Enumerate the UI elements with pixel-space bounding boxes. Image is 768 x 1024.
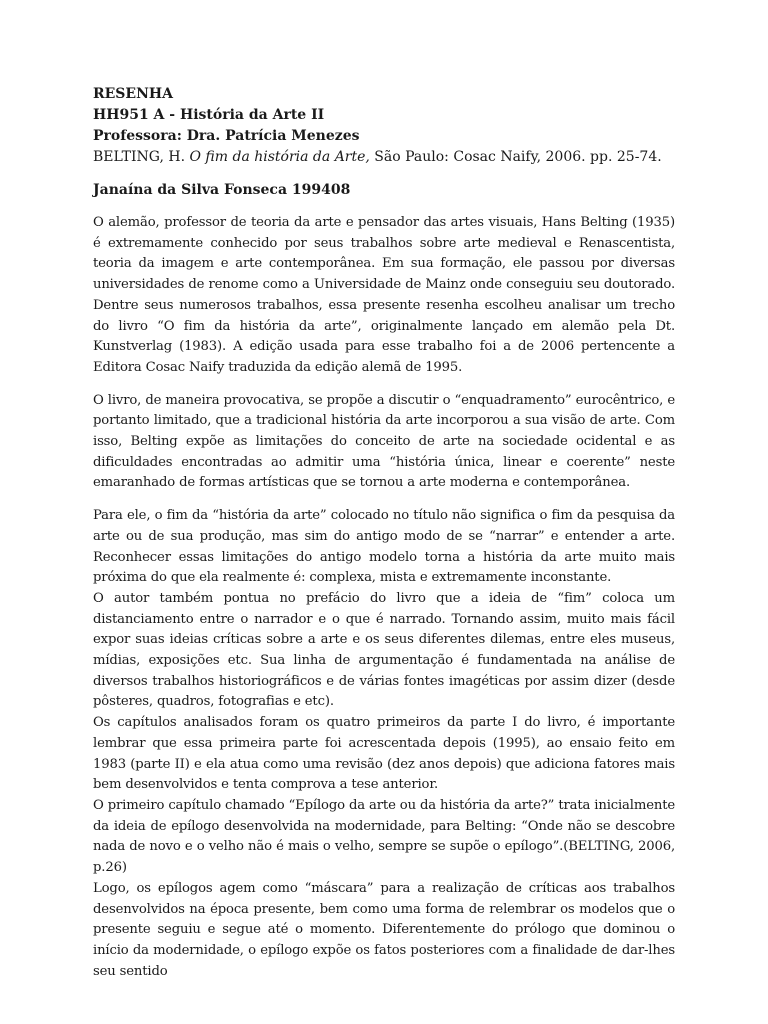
professor-name: Professora: Dra. Patrícia Menezes bbox=[93, 128, 360, 144]
citation-author: BELTING, H. bbox=[93, 149, 190, 165]
document-page bbox=[93, 84, 675, 982]
paragraph-7: Logo, os epílogos agem como “máscara” para a realização de críticas aos trabalhos desenvolvidos na época presente, bem como uma forma de relembrar os modelos que o presente seguiu e segue até o momento. Diferentemente do prólogo que dominou o início da modernidade, o epílogo expõe os fatos posteriores com a finalidade de dar-lhes seu sentido bbox=[93, 880, 675, 979]
bibliographic-citation bbox=[93, 147, 675, 168]
paragraph-2: O livro, de maneira provocativa, se propõe a discutir o “enquadramento” eurocêntrico, e portanto limitado, que a tradicional história da arte incorporou a sua visão de arte. Com isso, Belting expõe as limitações do conceito de arte na sociedade ocidental e as dificuldades encontradas ao admitir uma “história única, linear e coerente” neste emaranhado de formas artísticas que se tornou a arte moderna e contemporânea. bbox=[93, 392, 675, 491]
course-code: HH951 A - História da Arte II bbox=[93, 107, 325, 123]
document-title: RESENHA bbox=[93, 86, 173, 102]
paragraph-3: Para ele, o fim da “história da arte” colocado no título não significa o fim da pesquisa da arte ou de sua produção, mas sim do antigo modo de se “narrar” e entender a arte. Reconhecer essas limitações do antigo modelo torna a história da arte muito mais próxima do que ela realmente é: complexa, mista e extremamente inconstante. bbox=[93, 508, 675, 586]
paragraph-1: O alemão, professor de teoria da arte e pensador das artes visuais, Hans Belting (1935) é extremamente conhecido por seus trabalhos sobre arte medieval e Renascentista, teoria da imagem e arte contemporânea. Em sua formação, ele passou por diversas universidades de renome como a Universidade de Mainz onde conseguiu seu doutorado. Dentre seus numerosos trabalhos, essa presente resenha escolheu analisar um trecho do livro “O fim da história da arte”, originalmente lançado em alemão pela Dt. Kunstverlag (1983). A edição usada para esse trabalho foi a de 2006 pertencente a Editora Cosac Naify traduzida da edição alemã de 1995. bbox=[93, 215, 675, 375]
citation-publisher: São Paulo: Cosac Naify, 2006. pp. 25-74. bbox=[369, 149, 662, 165]
paragraph-6: O primeiro capítulo chamado “Epílogo da arte ou da história da arte?” trata inicialmente da ideia de epílogo desenvolvida na modernidade, para Belting: “Onde não se descobre nada de novo e o velho não é mais o velho, sempre se supõe o epílogo”.(BELTING, 2006, p.26) bbox=[93, 797, 675, 876]
citation-work-title: O fim da história da Arte, bbox=[189, 149, 370, 165]
student-author: Janaína da Silva Fonseca 199408 bbox=[93, 182, 351, 198]
paragraph-5: Os capítulos analisados foram os quatro primeiros da parte I do livro, é importante lembrar que essa primeira parte foi acrescentada depois (1995), ao ensaio feito em 1983 (parte II) e ela atua como uma revisão (dez anos depois) que adiciona fatores mais bem desenvolvidos e tenta comprova a tese anterior. bbox=[93, 715, 675, 793]
paragraph-4: O autor também pontua no prefácio do livro que a ideia de “fim” coloca um distanciamento entre o narrador e o que é narrado. Tornando assim, muito mais fácil expor suas ideias críticas sobre a arte e os seus diferentes dilemas, entre eles museus, mídias, exposições etc. Sua linha de argumentação é fundamentada na análise de diversos trabalhos historiográficos e de várias fontes imagéticas por assim dizer (desde pôsteres, quadros, fotografias e etc). bbox=[93, 590, 675, 710]
